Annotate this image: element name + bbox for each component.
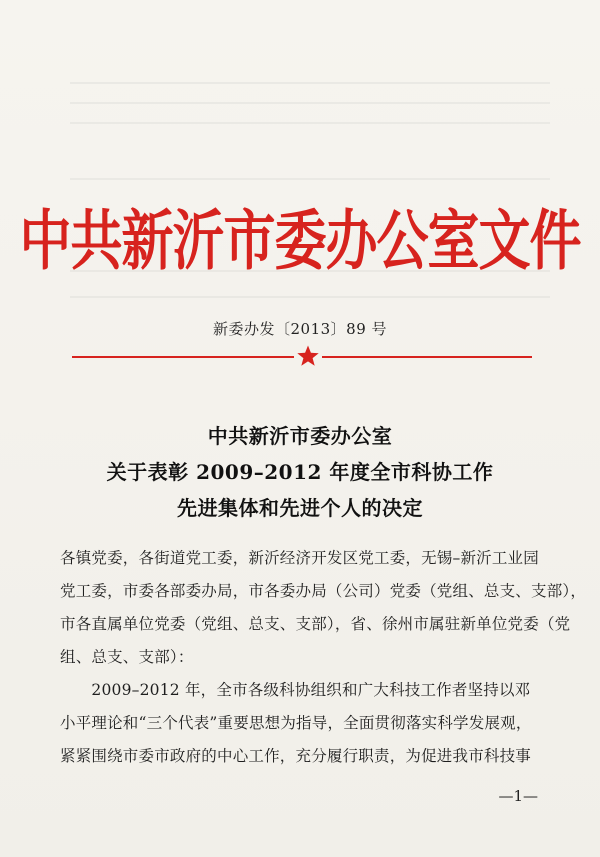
body-line-6: 小平理论和“三个代表”重要思想为指导，全面贯彻落实科学发展观， bbox=[60, 714, 532, 732]
bleed-through-line bbox=[70, 296, 550, 298]
body-line-4: 组、总支、支部）： bbox=[60, 648, 194, 666]
document-header-title: 中共新沂市委办公室文件 bbox=[19, 204, 581, 280]
bleed-through-line bbox=[70, 102, 550, 104]
body-line-7: 紧紧围绕市委市政府的中心工作，充分履行职责，为促进我市科技事 bbox=[60, 747, 532, 765]
body-line-2: 党工委，市委各部委办局，市各委办局（公司）党委（党组、总支、支部）， bbox=[60, 582, 587, 600]
body-line-5: 2009–2012 年，全市各级科协组织和广大科技工作者坚持以邓 bbox=[60, 681, 531, 699]
document-heading-line-2: 关于表彰 2009–2012 年度全市科协工作 bbox=[106, 460, 494, 484]
bleed-through-line bbox=[70, 82, 550, 84]
body-line-3: 市各直属单位党委（党组、总支、支部），省、徐州市属驻新单位党委（党 bbox=[60, 615, 571, 633]
red-divider-left bbox=[72, 356, 294, 358]
document-heading-line-1: 中共新沂市委办公室 bbox=[207, 424, 393, 448]
document-number: 新委办发〔2013〕89 号 bbox=[212, 320, 388, 338]
page-number: —1— bbox=[498, 787, 538, 805]
document-heading-line-3: 先进集体和先进个人的决定 bbox=[177, 496, 423, 520]
body-line-1: 各镇党委，各街道党工委，新沂经济开发区党工委，无锡–新沂工业园 bbox=[60, 549, 539, 567]
red-star-icon bbox=[296, 344, 320, 368]
red-divider-right bbox=[322, 356, 532, 358]
bleed-through-line bbox=[70, 178, 550, 180]
bleed-through-line bbox=[70, 122, 550, 124]
